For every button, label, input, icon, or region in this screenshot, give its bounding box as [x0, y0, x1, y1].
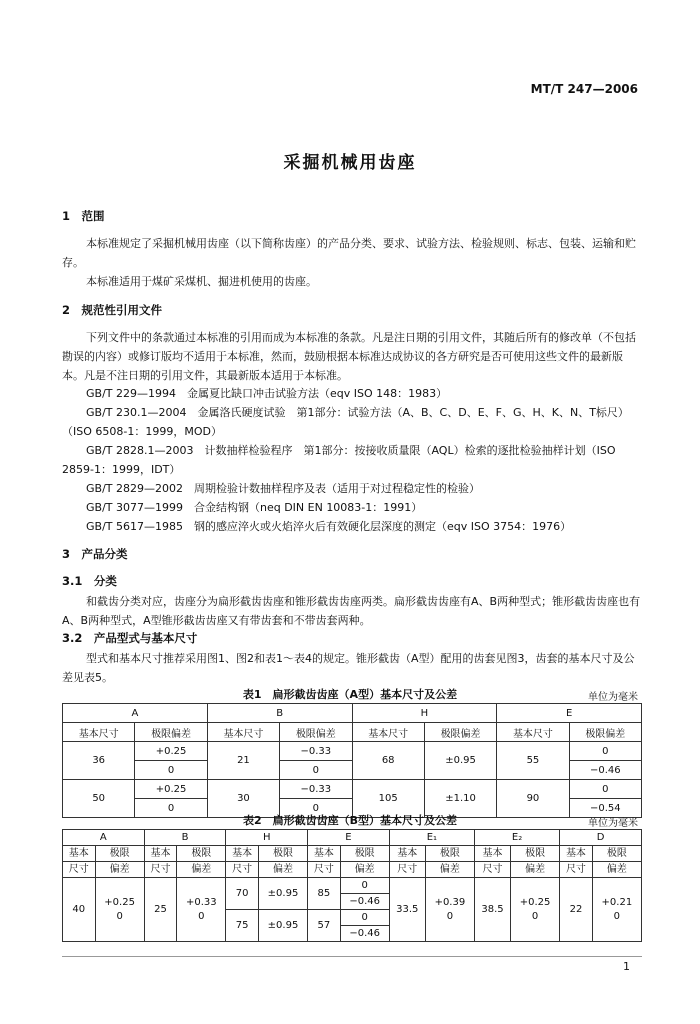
column-header: 基本尺寸: [207, 723, 279, 742]
cell-line: 0: [116, 910, 123, 922]
table-cell: 90: [497, 780, 569, 818]
paragraph: 和截齿分类对应，齿座分为扁形截齿齿座和锥形截齿齿座两类。扁形截齿齿座有A、B两种型式；锥形截齿齿座也有A、B两种型式，A型锥形截齿齿座又有带齿套和不带齿套两种。: [62, 595, 641, 627]
section-3-1-heading: 3.1 分类: [62, 574, 117, 588]
table-cell: 50: [63, 780, 135, 818]
table-1: [62, 703, 642, 818]
table-cell: ±0.95: [424, 742, 496, 780]
column-header: 极限: [258, 846, 307, 862]
table-cell: 57: [308, 910, 341, 942]
column-header: 尺寸: [474, 862, 510, 878]
reference-item: GB/T 2829—2002 周期检验计数抽样程序及表（适用于对过程稳定性的检验）: [86, 482, 480, 495]
table-cell: 68: [352, 742, 424, 780]
table-cell: 0: [280, 799, 352, 818]
reference-item: GB/T 230.1—2004 金属洛氏硬度试验 第1部分：试验方法（A、B、C、D、E、F、G、H、K、N、T标尺）（ISO 6508-1：1999，MOD）: [62, 406, 629, 438]
table-cell: 30: [207, 780, 279, 818]
table-cell: 0: [569, 742, 641, 761]
column-header: 尺寸: [144, 862, 177, 878]
section-3-2-heading: 3.2 产品型式与基本尺寸: [62, 631, 198, 645]
column-header: 极限: [425, 846, 474, 862]
column-header: 偏差: [258, 862, 307, 878]
table-cell: +0.25: [135, 742, 207, 761]
reference-item: GB/T 2828.1—2003 计数抽样检验程序 第1部分：按接收质量限（AQL）检索的逐批检验抽样计划（ISO 2859-1：1999，IDT）: [62, 444, 616, 476]
table-cell: −0.33: [280, 780, 352, 799]
paragraph: 本标准适用于煤矿采煤机、掘进机使用的齿座。: [86, 275, 317, 288]
reference-item: GB/T 229—1994 金属夏比缺口冲击试验方法（eqv ISO 148：1983）: [86, 387, 448, 400]
column-group: H: [226, 830, 308, 846]
section-2-intro: [62, 328, 642, 385]
column-header: 基本: [63, 846, 96, 862]
table-cell: 0: [340, 878, 389, 894]
table-cell: −0.46: [340, 894, 389, 910]
cell-line: 0: [446, 910, 454, 922]
column-group: E₁: [389, 830, 474, 846]
table-1-unit: 单位为毫米: [588, 692, 638, 703]
table-cell: 25: [144, 878, 177, 942]
column-header: 基本: [144, 846, 177, 862]
column-header: 基本尺寸: [497, 723, 569, 742]
table-cell: 85: [308, 878, 341, 910]
footer-rule: [62, 956, 642, 957]
table-2: [62, 829, 642, 942]
column-header: 尺寸: [226, 862, 259, 878]
column-header: 极限偏差: [424, 723, 496, 742]
table-cell: −0.33: [280, 742, 352, 761]
column-header: 偏差: [511, 862, 560, 878]
paragraph: 型式和基本尺寸推荐采用图1、图2和表1～表4的规定。锥形截齿（A型）配用的齿套见图3，齿套的基本尺寸及公差见表5。: [62, 652, 635, 684]
table-cell: [177, 878, 226, 942]
column-header: 基本: [474, 846, 510, 862]
column-group: E: [308, 830, 390, 846]
table-1-caption: 表1 扁形截齿齿座（A型）基本尺寸及公差: [242, 688, 458, 701]
table-cell: 55: [497, 742, 569, 780]
section-1-heading: 1 范围: [62, 209, 105, 223]
table-cell: ±0.95: [258, 878, 307, 910]
column-header: 基本尺寸: [352, 723, 424, 742]
column-header: 尺寸: [63, 862, 96, 878]
reference-item: GB/T 5617—1985 钢的感应淬火或火焰淬火后有效硬化层深度的测定（eqv ISO 3754：1976）: [86, 520, 572, 533]
section-1-body: [62, 234, 642, 291]
table-header-row: [63, 830, 642, 846]
table-cell: 75: [226, 910, 259, 942]
table-cell: 0: [340, 910, 389, 926]
column-header: 极限: [592, 846, 641, 862]
column-group: B: [207, 704, 352, 723]
column-group: A: [63, 704, 208, 723]
column-header: 基本: [226, 846, 259, 862]
table-cell: +0.25: [135, 780, 207, 799]
table-cell: 22: [560, 878, 593, 942]
table-cell: −0.46: [340, 926, 389, 942]
column-header: 偏差: [425, 862, 474, 878]
table-cell: −0.54: [569, 799, 641, 818]
column-header: 基本: [560, 846, 593, 862]
table-row: [63, 742, 642, 761]
table-cell: 0: [280, 761, 352, 780]
column-header: 尺寸: [389, 862, 425, 878]
table-cell: [592, 878, 641, 942]
cell-line: +0.21: [601, 896, 633, 908]
table-cell: [95, 878, 144, 942]
column-header: 极限偏差: [135, 723, 207, 742]
column-header: 极限偏差: [280, 723, 352, 742]
column-group: E: [497, 704, 642, 723]
reference-item: GB/T 3077—1999 合金结构钢（neq DIN EN 10083-1：1991）: [86, 501, 423, 514]
column-header: 极限: [511, 846, 560, 862]
table-subheader-row: [63, 723, 642, 742]
column-group: D: [560, 830, 642, 846]
table-row: [63, 780, 642, 799]
section-3-1-body: [62, 592, 642, 630]
column-header: 基本: [308, 846, 341, 862]
column-group: B: [144, 830, 226, 846]
column-header: 基本: [389, 846, 425, 862]
column-header: 偏差: [340, 862, 389, 878]
section-3-2-body: [62, 649, 642, 687]
table-cell: ±1.10: [424, 780, 496, 818]
column-group: E₂: [474, 830, 559, 846]
table-header-row: [63, 704, 642, 723]
table-cell: ±0.95: [258, 910, 307, 942]
column-group: H: [352, 704, 497, 723]
column-header: 偏差: [592, 862, 641, 878]
column-header: 极限: [177, 846, 226, 862]
table-cell: 0: [135, 761, 207, 780]
table-cell: 0: [569, 780, 641, 799]
table-cell: 70: [226, 878, 259, 910]
paragraph: 本标准规定了采掘机械用齿座（以下简称齿座）的产品分类、要求、试验方法、检验规则、标志、包装、运输和贮存。: [62, 237, 636, 269]
cell-line: 0: [198, 910, 205, 922]
cell-line: +0.33: [185, 896, 217, 908]
section-2-heading: 2 规范性引用文件: [62, 303, 163, 317]
table-subheader-row: [63, 846, 642, 862]
column-header: 极限: [340, 846, 389, 862]
page-title: 采掘机械用齿座: [283, 153, 417, 173]
table-cell: [511, 878, 560, 942]
table-cell: 105: [352, 780, 424, 818]
column-header: 偏差: [95, 862, 144, 878]
column-header: 极限偏差: [569, 723, 641, 742]
section-3-heading: 3 产品分类: [62, 547, 128, 561]
cell-line: +0.25: [104, 896, 135, 908]
table-2-caption: 表2 扁形截齿齿座（B型）基本尺寸及公差: [242, 814, 458, 827]
column-header: 基本尺寸: [63, 723, 135, 742]
cell-line: 0: [531, 910, 539, 922]
table-row: [63, 878, 642, 894]
table-cell: −0.46: [569, 761, 641, 780]
table-subheader-row: [63, 862, 642, 878]
cell-line: +0.25: [519, 896, 551, 908]
table-cell: 38.5: [474, 878, 510, 942]
table-cell: 36: [63, 742, 135, 780]
column-header: 尺寸: [560, 862, 593, 878]
standard-code: MT/T 247—2006: [530, 82, 638, 96]
column-header: 极限: [95, 846, 144, 862]
column-header: 尺寸: [308, 862, 341, 878]
table-cell: 33.5: [389, 878, 425, 942]
page-number: 1: [623, 960, 630, 973]
column-header: 偏差: [177, 862, 226, 878]
paragraph: 下列文件中的条款通过本标准的引用而成为本标准的条款。凡是注日期的引用文件，其随后所有的修改单（不包括勘误的内容）或修订版均不适用于本标准，然而，鼓励根据本标准达成协议的各方研究是否可使用这些文件的最新版本。凡是不注日期的引用文件，其最新版本适用于本标准。: [62, 331, 636, 382]
cell-line: +0.39: [434, 896, 466, 908]
table-cell: 21: [207, 742, 279, 780]
table-cell: 0: [135, 799, 207, 818]
table-2-unit: 单位为毫米: [588, 818, 638, 829]
cell-line: 0: [613, 910, 621, 922]
table-cell: [425, 878, 474, 942]
table-cell: 40: [63, 878, 96, 942]
reference-list: [62, 384, 642, 536]
column-group: A: [63, 830, 145, 846]
